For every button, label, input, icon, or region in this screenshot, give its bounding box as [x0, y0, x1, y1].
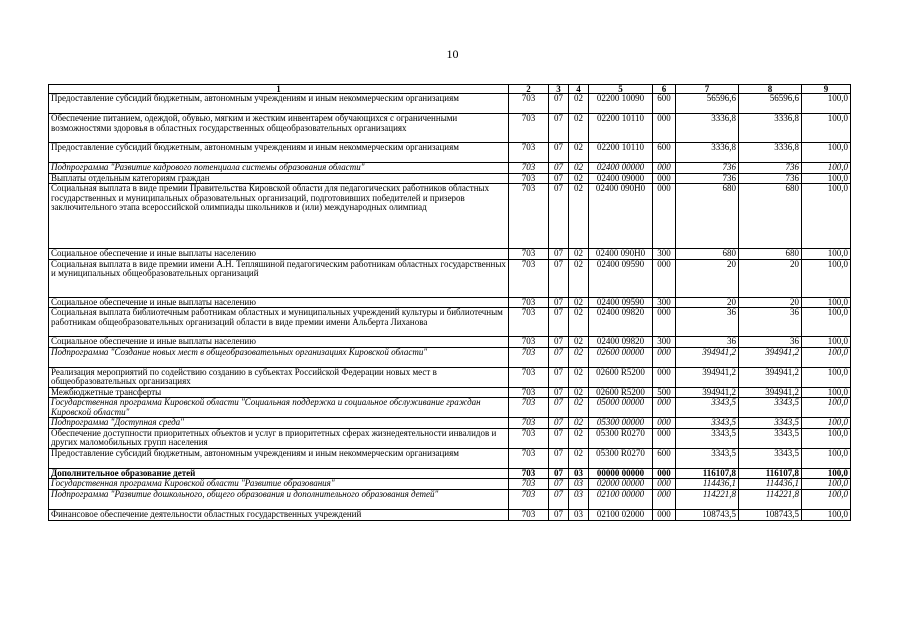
row-planned-amount: 56596,6: [676, 94, 739, 114]
row-target-article: 00000 00000: [589, 468, 653, 479]
row-executed-amount: 20: [739, 259, 802, 297]
row-target-article: 02400 00000: [589, 163, 653, 174]
row-target-article: 05300 R0270: [589, 448, 653, 468]
row-percent: 100,0: [802, 249, 851, 260]
table-row: [49, 94, 851, 114]
row-executed-amount: 114436,1: [739, 479, 802, 490]
table-row: [49, 308, 851, 337]
row-subsection: 02: [569, 94, 589, 114]
column-header: 5: [589, 85, 653, 94]
row-executed-amount: 108743,5: [739, 509, 802, 520]
row-executed-amount: 56596,6: [739, 94, 802, 114]
row-percent: 100,0: [802, 184, 851, 249]
row-name: Предоставление субсидий бюджетным, автономным учреждениям и иным некоммерческим организациям: [49, 448, 509, 468]
row-admin-code: 703: [509, 114, 549, 143]
row-section: 07: [549, 259, 569, 297]
table-row: [49, 259, 851, 297]
column-header: 2: [509, 85, 549, 94]
row-admin-code: 703: [509, 337, 549, 348]
table-row: [49, 163, 851, 174]
table-row: [49, 297, 851, 308]
row-expense-type: 500: [653, 387, 676, 398]
row-subsection: 02: [569, 163, 589, 174]
row-section: 07: [549, 114, 569, 143]
row-expense-type: 300: [653, 249, 676, 260]
row-planned-amount: 114436,1: [676, 479, 739, 490]
row-name: Социальная выплата библиотечным работникам областных и муниципальных учреждений культуры и библиотечным работникам общеобразовательных организаций области в виде премии имени Альберта Лиханова: [49, 308, 509, 337]
row-percent: 100,0: [802, 114, 851, 143]
row-subsection: 02: [569, 448, 589, 468]
row-planned-amount: 3336,8: [676, 143, 739, 163]
row-subsection: 02: [569, 249, 589, 260]
row-subsection: 02: [569, 297, 589, 308]
row-expense-type: 000: [653, 479, 676, 490]
row-planned-amount: 3343,5: [676, 398, 739, 418]
row-executed-amount: 3336,8: [739, 143, 802, 163]
column-header: 1: [49, 85, 509, 94]
table-row: [49, 428, 851, 448]
row-admin-code: 703: [509, 418, 549, 429]
row-percent: 100,0: [802, 418, 851, 429]
row-planned-amount: 116107,8: [676, 468, 739, 479]
row-planned-amount: 20: [676, 297, 739, 308]
row-target-article: 02600 R5200: [589, 367, 653, 387]
row-expense-type: 000: [653, 308, 676, 337]
row-admin-code: 703: [509, 173, 549, 184]
row-section: 07: [549, 308, 569, 337]
table-row: [49, 509, 851, 520]
row-section: 07: [549, 94, 569, 114]
row-name: Подпрограмма "Доступная среда": [49, 418, 509, 429]
row-expense-type: 300: [653, 337, 676, 348]
row-target-article: 02600 R5200: [589, 387, 653, 398]
row-section: 07: [549, 367, 569, 387]
row-section: 07: [549, 249, 569, 260]
row-name: Социальное обеспечение и иные выплаты населению: [49, 249, 509, 260]
row-section: 07: [549, 143, 569, 163]
row-executed-amount: 394941,2: [739, 387, 802, 398]
row-planned-amount: 108743,5: [676, 509, 739, 520]
row-subsection: 02: [569, 398, 589, 418]
row-admin-code: 703: [509, 308, 549, 337]
row-admin-code: 703: [509, 367, 549, 387]
row-percent: 100,0: [802, 94, 851, 114]
row-expense-type: 000: [653, 347, 676, 367]
row-planned-amount: 736: [676, 163, 739, 174]
row-target-article: 02200 10110: [589, 143, 653, 163]
row-percent: 100,0: [802, 448, 851, 468]
row-percent: 100,0: [802, 489, 851, 509]
row-target-article: 02400 09590: [589, 297, 653, 308]
row-executed-amount: 736: [739, 163, 802, 174]
row-percent: 100,0: [802, 347, 851, 367]
row-target-article: 02100 02000: [589, 509, 653, 520]
row-target-article: 05300 R0270: [589, 428, 653, 448]
row-executed-amount: 116107,8: [739, 468, 802, 479]
table-row: [49, 184, 851, 249]
row-subsection: 02: [569, 143, 589, 163]
row-expense-type: 000: [653, 468, 676, 479]
row-name: Финансовое обеспечение деятельности областных государственных учреждений: [49, 509, 509, 520]
row-admin-code: 703: [509, 489, 549, 509]
row-section: 07: [549, 173, 569, 184]
row-percent: 100,0: [802, 163, 851, 174]
row-expense-type: 600: [653, 448, 676, 468]
row-subsection: 03: [569, 509, 589, 520]
row-name: Подпрограмма "Развитие кадрового потенциала системы образования области": [49, 163, 509, 174]
row-admin-code: 703: [509, 428, 549, 448]
row-target-article: 02400 09000: [589, 173, 653, 184]
row-section: 07: [549, 448, 569, 468]
table-row: [49, 448, 851, 468]
row-executed-amount: 114221,8: [739, 489, 802, 509]
table-row: [49, 489, 851, 509]
row-percent: 100,0: [802, 398, 851, 418]
row-target-article: 02400 090Н0: [589, 184, 653, 249]
table-row: [49, 173, 851, 184]
row-admin-code: 703: [509, 143, 549, 163]
row-expense-type: 000: [653, 259, 676, 297]
row-target-article: 02200 10110: [589, 114, 653, 143]
row-section: 07: [549, 163, 569, 174]
row-executed-amount: 36: [739, 337, 802, 348]
row-name: Предоставление субсидий бюджетным, автономным учреждениям и иным некоммерческим организациям: [49, 94, 509, 114]
row-percent: 100,0: [802, 479, 851, 490]
row-planned-amount: 394941,2: [676, 387, 739, 398]
row-subsection: 02: [569, 337, 589, 348]
row-percent: 100,0: [802, 337, 851, 348]
row-expense-type: 000: [653, 509, 676, 520]
row-target-article: 05300 00000: [589, 418, 653, 429]
row-planned-amount: 736: [676, 173, 739, 184]
row-section: 07: [549, 479, 569, 490]
table-row: [49, 114, 851, 143]
row-name: Обеспечение доступности приоритетных объектов и услуг в приоритетных сферах жизнедеятельности инвалидов и других маломобильных групп населения: [49, 428, 509, 448]
table-row: [49, 418, 851, 429]
row-name: Реализация мероприятий по содействию созданию в субъектах Российской Федерации новых мест в общеобразовательных организациях: [49, 367, 509, 387]
row-section: 07: [549, 398, 569, 418]
row-admin-code: 703: [509, 249, 549, 260]
row-percent: 100,0: [802, 308, 851, 337]
row-expense-type: 000: [653, 184, 676, 249]
row-expense-type: 000: [653, 428, 676, 448]
row-percent: 100,0: [802, 173, 851, 184]
row-executed-amount: 394941,2: [739, 347, 802, 367]
row-admin-code: 703: [509, 297, 549, 308]
row-executed-amount: 680: [739, 184, 802, 249]
table-row: [49, 367, 851, 387]
row-target-article: 02100 00000: [589, 489, 653, 509]
row-target-article: 02200 10090: [589, 94, 653, 114]
row-percent: 100,0: [802, 468, 851, 479]
row-admin-code: 703: [509, 259, 549, 297]
row-subsection: 03: [569, 489, 589, 509]
row-name: Социальная выплата в виде премии Правительства Кировской области для педагогических работников областных государственных и муниципальных образовательных организаций, подготовивших победителей и призеров заключительного этапа всероссийской олимпиады школьников и (или) международных олимпиад: [49, 184, 509, 249]
row-executed-amount: 36: [739, 308, 802, 337]
row-planned-amount: 3343,5: [676, 428, 739, 448]
row-name: Межбюджетные трансферты: [49, 387, 509, 398]
row-admin-code: 703: [509, 163, 549, 174]
row-subsection: 02: [569, 308, 589, 337]
row-name: Выплаты отдельным категориям граждан: [49, 173, 509, 184]
row-executed-amount: 3343,5: [739, 398, 802, 418]
row-executed-amount: 3343,5: [739, 428, 802, 448]
row-section: 07: [549, 387, 569, 398]
row-section: 07: [549, 297, 569, 308]
row-planned-amount: 20: [676, 259, 739, 297]
row-section: 07: [549, 428, 569, 448]
table-body: [49, 94, 851, 521]
table-header-row: [49, 85, 851, 94]
row-name: Государственная программа Кировской области "Социальная поддержка и социальное обслуживание граждан Кировской области": [49, 398, 509, 418]
row-executed-amount: 394941,2: [739, 367, 802, 387]
row-subsection: 02: [569, 184, 589, 249]
row-name: Подпрограмма "Создание новых мест в общеобразовательных организациях Кировской области": [49, 347, 509, 367]
row-expense-type: 000: [653, 163, 676, 174]
row-target-article: 02400 09820: [589, 308, 653, 337]
row-name: Предоставление субсидий бюджетным, автономным учреждениям и иным некоммерческим организациям: [49, 143, 509, 163]
row-planned-amount: 3336,8: [676, 114, 739, 143]
row-section: 07: [549, 468, 569, 479]
row-name: Социальная выплата в виде премии имени А.Н. Тепляшиной педагогическим работникам областных государственных и муниципальных общеобразовательных организаций: [49, 259, 509, 297]
row-subsection: 02: [569, 367, 589, 387]
row-expense-type: 600: [653, 94, 676, 114]
row-subsection: 02: [569, 347, 589, 367]
row-expense-type: 600: [653, 143, 676, 163]
row-name: Социальное обеспечение и иные выплаты населению: [49, 337, 509, 348]
row-section: 07: [549, 418, 569, 429]
row-subsection: 02: [569, 387, 589, 398]
row-admin-code: 703: [509, 479, 549, 490]
row-expense-type: 000: [653, 173, 676, 184]
row-planned-amount: 3343,5: [676, 418, 739, 429]
column-header: 3: [549, 85, 569, 94]
row-planned-amount: 3343,5: [676, 448, 739, 468]
row-executed-amount: 3343,5: [739, 418, 802, 429]
table-row: [49, 398, 851, 418]
row-percent: 100,0: [802, 387, 851, 398]
row-percent: 100,0: [802, 367, 851, 387]
table-row: [49, 347, 851, 367]
table-row: [49, 387, 851, 398]
row-planned-amount: 36: [676, 308, 739, 337]
row-admin-code: 703: [509, 184, 549, 249]
row-subsection: 02: [569, 418, 589, 429]
row-expense-type: 000: [653, 418, 676, 429]
row-admin-code: 703: [509, 347, 549, 367]
row-section: 07: [549, 489, 569, 509]
row-admin-code: 703: [509, 468, 549, 479]
row-subsection: 02: [569, 428, 589, 448]
row-planned-amount: 680: [676, 184, 739, 249]
column-header: 6: [653, 85, 676, 94]
row-admin-code: 703: [509, 387, 549, 398]
row-name: Социальное обеспечение и иные выплаты населению: [49, 297, 509, 308]
row-planned-amount: 680: [676, 249, 739, 260]
table-row: [49, 479, 851, 490]
column-header: 9: [802, 85, 851, 94]
row-planned-amount: 36: [676, 337, 739, 348]
table-row: [49, 468, 851, 479]
row-target-article: 02600 00000: [589, 347, 653, 367]
row-expense-type: 000: [653, 398, 676, 418]
row-executed-amount: 680: [739, 249, 802, 260]
row-percent: 100,0: [802, 297, 851, 308]
row-name: Подпрограмма "Развитие дошкольного, общего образования и дополнительного образования детей": [49, 489, 509, 509]
row-admin-code: 703: [509, 94, 549, 114]
page-number: 10: [446, 47, 459, 61]
row-section: 07: [549, 347, 569, 367]
row-planned-amount: 114221,8: [676, 489, 739, 509]
row-planned-amount: 394941,2: [676, 347, 739, 367]
row-target-article: 02400 090Н0: [589, 249, 653, 260]
row-subsection: 02: [569, 114, 589, 143]
table-row: [49, 337, 851, 348]
table-row: [49, 143, 851, 163]
row-target-article: 02000 00000: [589, 479, 653, 490]
row-target-article: 02400 09820: [589, 337, 653, 348]
row-planned-amount: 394941,2: [676, 367, 739, 387]
row-expense-type: 000: [653, 489, 676, 509]
row-percent: 100,0: [802, 428, 851, 448]
row-subsection: 02: [569, 173, 589, 184]
row-subsection: 03: [569, 479, 589, 490]
row-expense-type: 000: [653, 367, 676, 387]
table-row: [49, 249, 851, 260]
row-expense-type: 000: [653, 114, 676, 143]
row-percent: 100,0: [802, 509, 851, 520]
budget-table: [48, 84, 851, 521]
row-section: 07: [549, 184, 569, 249]
row-admin-code: 703: [509, 509, 549, 520]
row-expense-type: 300: [653, 297, 676, 308]
column-header: 4: [569, 85, 589, 94]
row-subsection: 02: [569, 259, 589, 297]
row-target-article: 05000 00000: [589, 398, 653, 418]
row-admin-code: 703: [509, 448, 549, 468]
row-executed-amount: 3336,8: [739, 114, 802, 143]
row-name: Государственная программа Кировской области "Развитие образования": [49, 479, 509, 490]
row-percent: 100,0: [802, 143, 851, 163]
row-name: Дополнительное образование детей: [49, 468, 509, 479]
column-header: 8: [739, 85, 802, 94]
row-name: Обеспечение питанием, одеждой, обувью, мягким и жестким инвентарем обучающихся с ограниченными возможностями здоровья в областных государственных общеобразовательных организациях: [49, 114, 509, 143]
row-target-article: 02400 09590: [589, 259, 653, 297]
row-executed-amount: 3343,5: [739, 448, 802, 468]
column-header: 7: [676, 85, 739, 94]
row-admin-code: 703: [509, 398, 549, 418]
row-executed-amount: 20: [739, 297, 802, 308]
row-executed-amount: 736: [739, 173, 802, 184]
row-subsection: 03: [569, 468, 589, 479]
row-percent: 100,0: [802, 259, 851, 297]
row-section: 07: [549, 337, 569, 348]
row-section: 07: [549, 509, 569, 520]
